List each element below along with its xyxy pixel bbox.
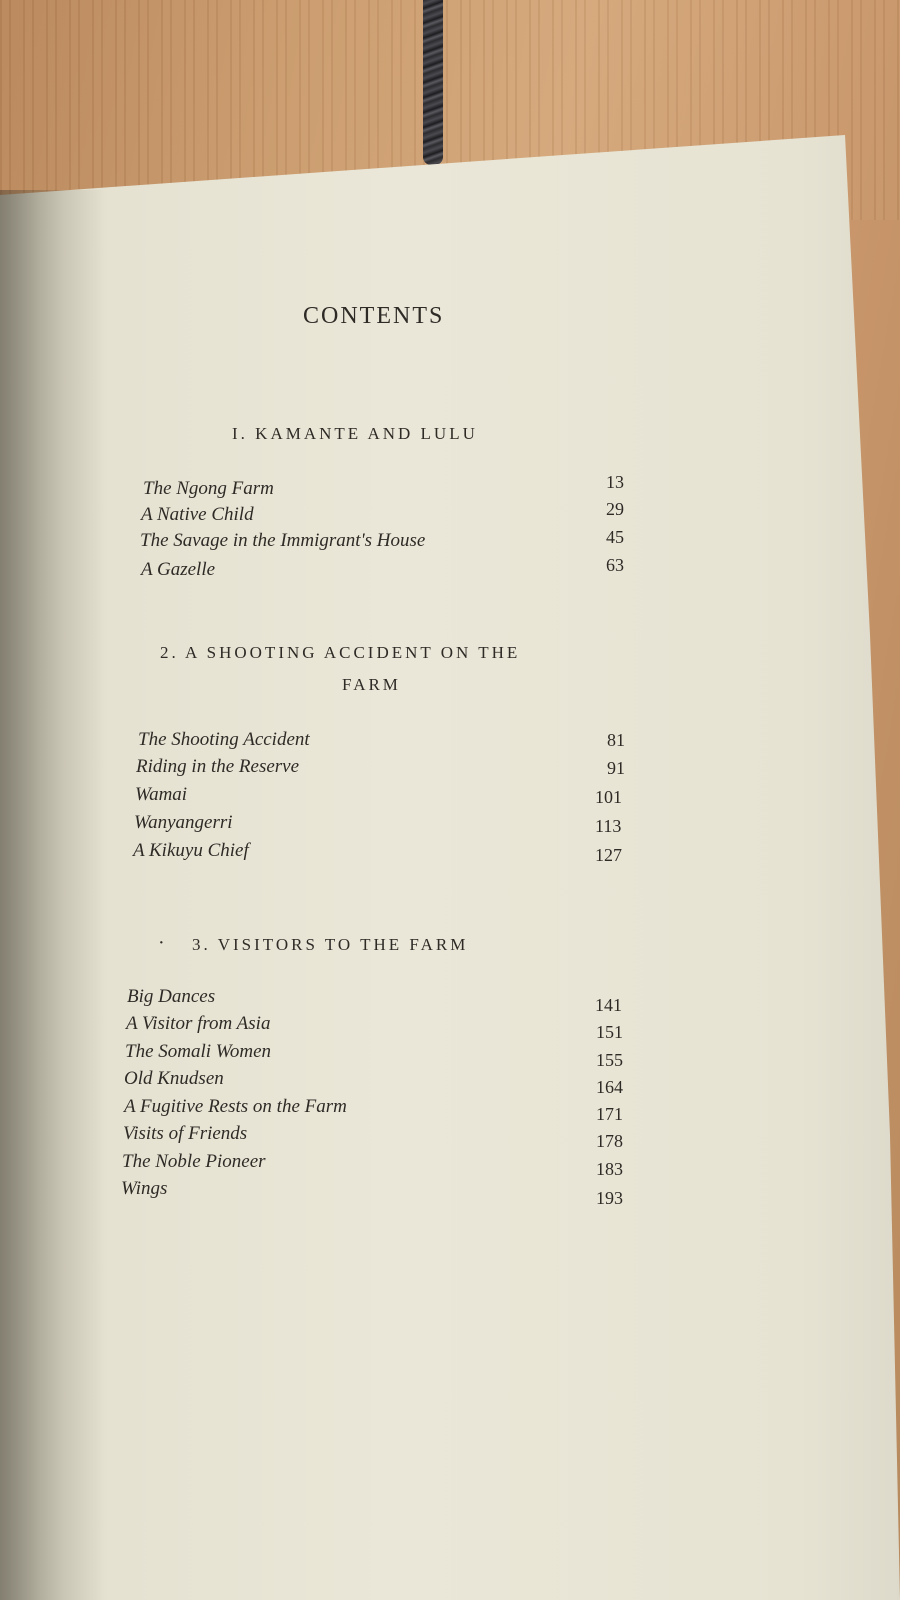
toc-entry-page: 127 <box>595 845 622 865</box>
toc-entry-title: The Savage in the Immigrant's House <box>140 530 426 551</box>
section-2-title-continued: FARM <box>342 675 401 694</box>
toc-entry-page: 13 <box>606 472 624 492</box>
toc-entry-page: 151 <box>596 1022 623 1042</box>
page-gutter-shadow <box>0 190 105 1600</box>
toc-entry-title: Wamai <box>135 784 188 805</box>
toc-entry-page: 101 <box>595 787 622 807</box>
toc-entry-title: Riding in the Reserve <box>136 756 300 777</box>
toc-entry-page: 178 <box>596 1131 623 1151</box>
toc-entry-page: 81 <box>607 730 625 750</box>
toc-entry-title: A Kikuyu Chief <box>133 840 249 861</box>
toc-entry-title: Wings <box>121 1178 168 1199</box>
toc-entry-page: 164 <box>596 1077 623 1097</box>
toc-entry-title: Big Dances <box>127 986 216 1007</box>
toc-entry-page: 171 <box>596 1104 623 1124</box>
toc-entry-page: 29 <box>606 499 624 519</box>
section-3-title: 3. VISITORS TO THE FARM <box>192 935 469 954</box>
book-page <box>0 135 900 1600</box>
section-2-title: 2. A SHOOTING ACCIDENT ON THE <box>160 643 521 662</box>
toc-entry-title: A Native Child <box>141 504 254 525</box>
toc-entry-title: The Somali Women <box>125 1041 272 1062</box>
toc-entry-page: 183 <box>596 1159 623 1179</box>
toc-entry-page: 63 <box>606 555 624 575</box>
section-1-title: I. KAMANTE AND LULU <box>232 424 478 443</box>
toc-entry-title: Wanyangerri <box>134 812 233 833</box>
toc-entry-title: The Shooting Accident <box>138 729 310 750</box>
toc-entry-title: A Visitor from Asia <box>126 1013 271 1034</box>
toc-entry-page: 155 <box>596 1050 623 1070</box>
toc-entry-title: The Ngong Farm <box>143 478 274 499</box>
toc-entry-title: Visits of Friends <box>123 1123 248 1144</box>
toc-entry-page: 193 <box>596 1188 623 1208</box>
toc-entry-title: A Fugitive Rests on the Farm <box>124 1096 347 1117</box>
toc-entry-page: 113 <box>595 816 622 836</box>
toc-entry-page: 91 <box>607 758 625 778</box>
bookmark-ribbon <box>423 0 443 165</box>
toc-entry-page: 141 <box>595 995 622 1015</box>
toc-entry-page: 45 <box>606 527 624 547</box>
toc-entry-title: A Gazelle <box>141 559 216 580</box>
contents-heading: CONTENTS <box>303 303 445 329</box>
section-3-bullet: · <box>158 932 165 954</box>
toc-entry-title: Old Knudsen <box>124 1068 224 1089</box>
toc-entry-title: The Noble Pioneer <box>122 1151 266 1172</box>
